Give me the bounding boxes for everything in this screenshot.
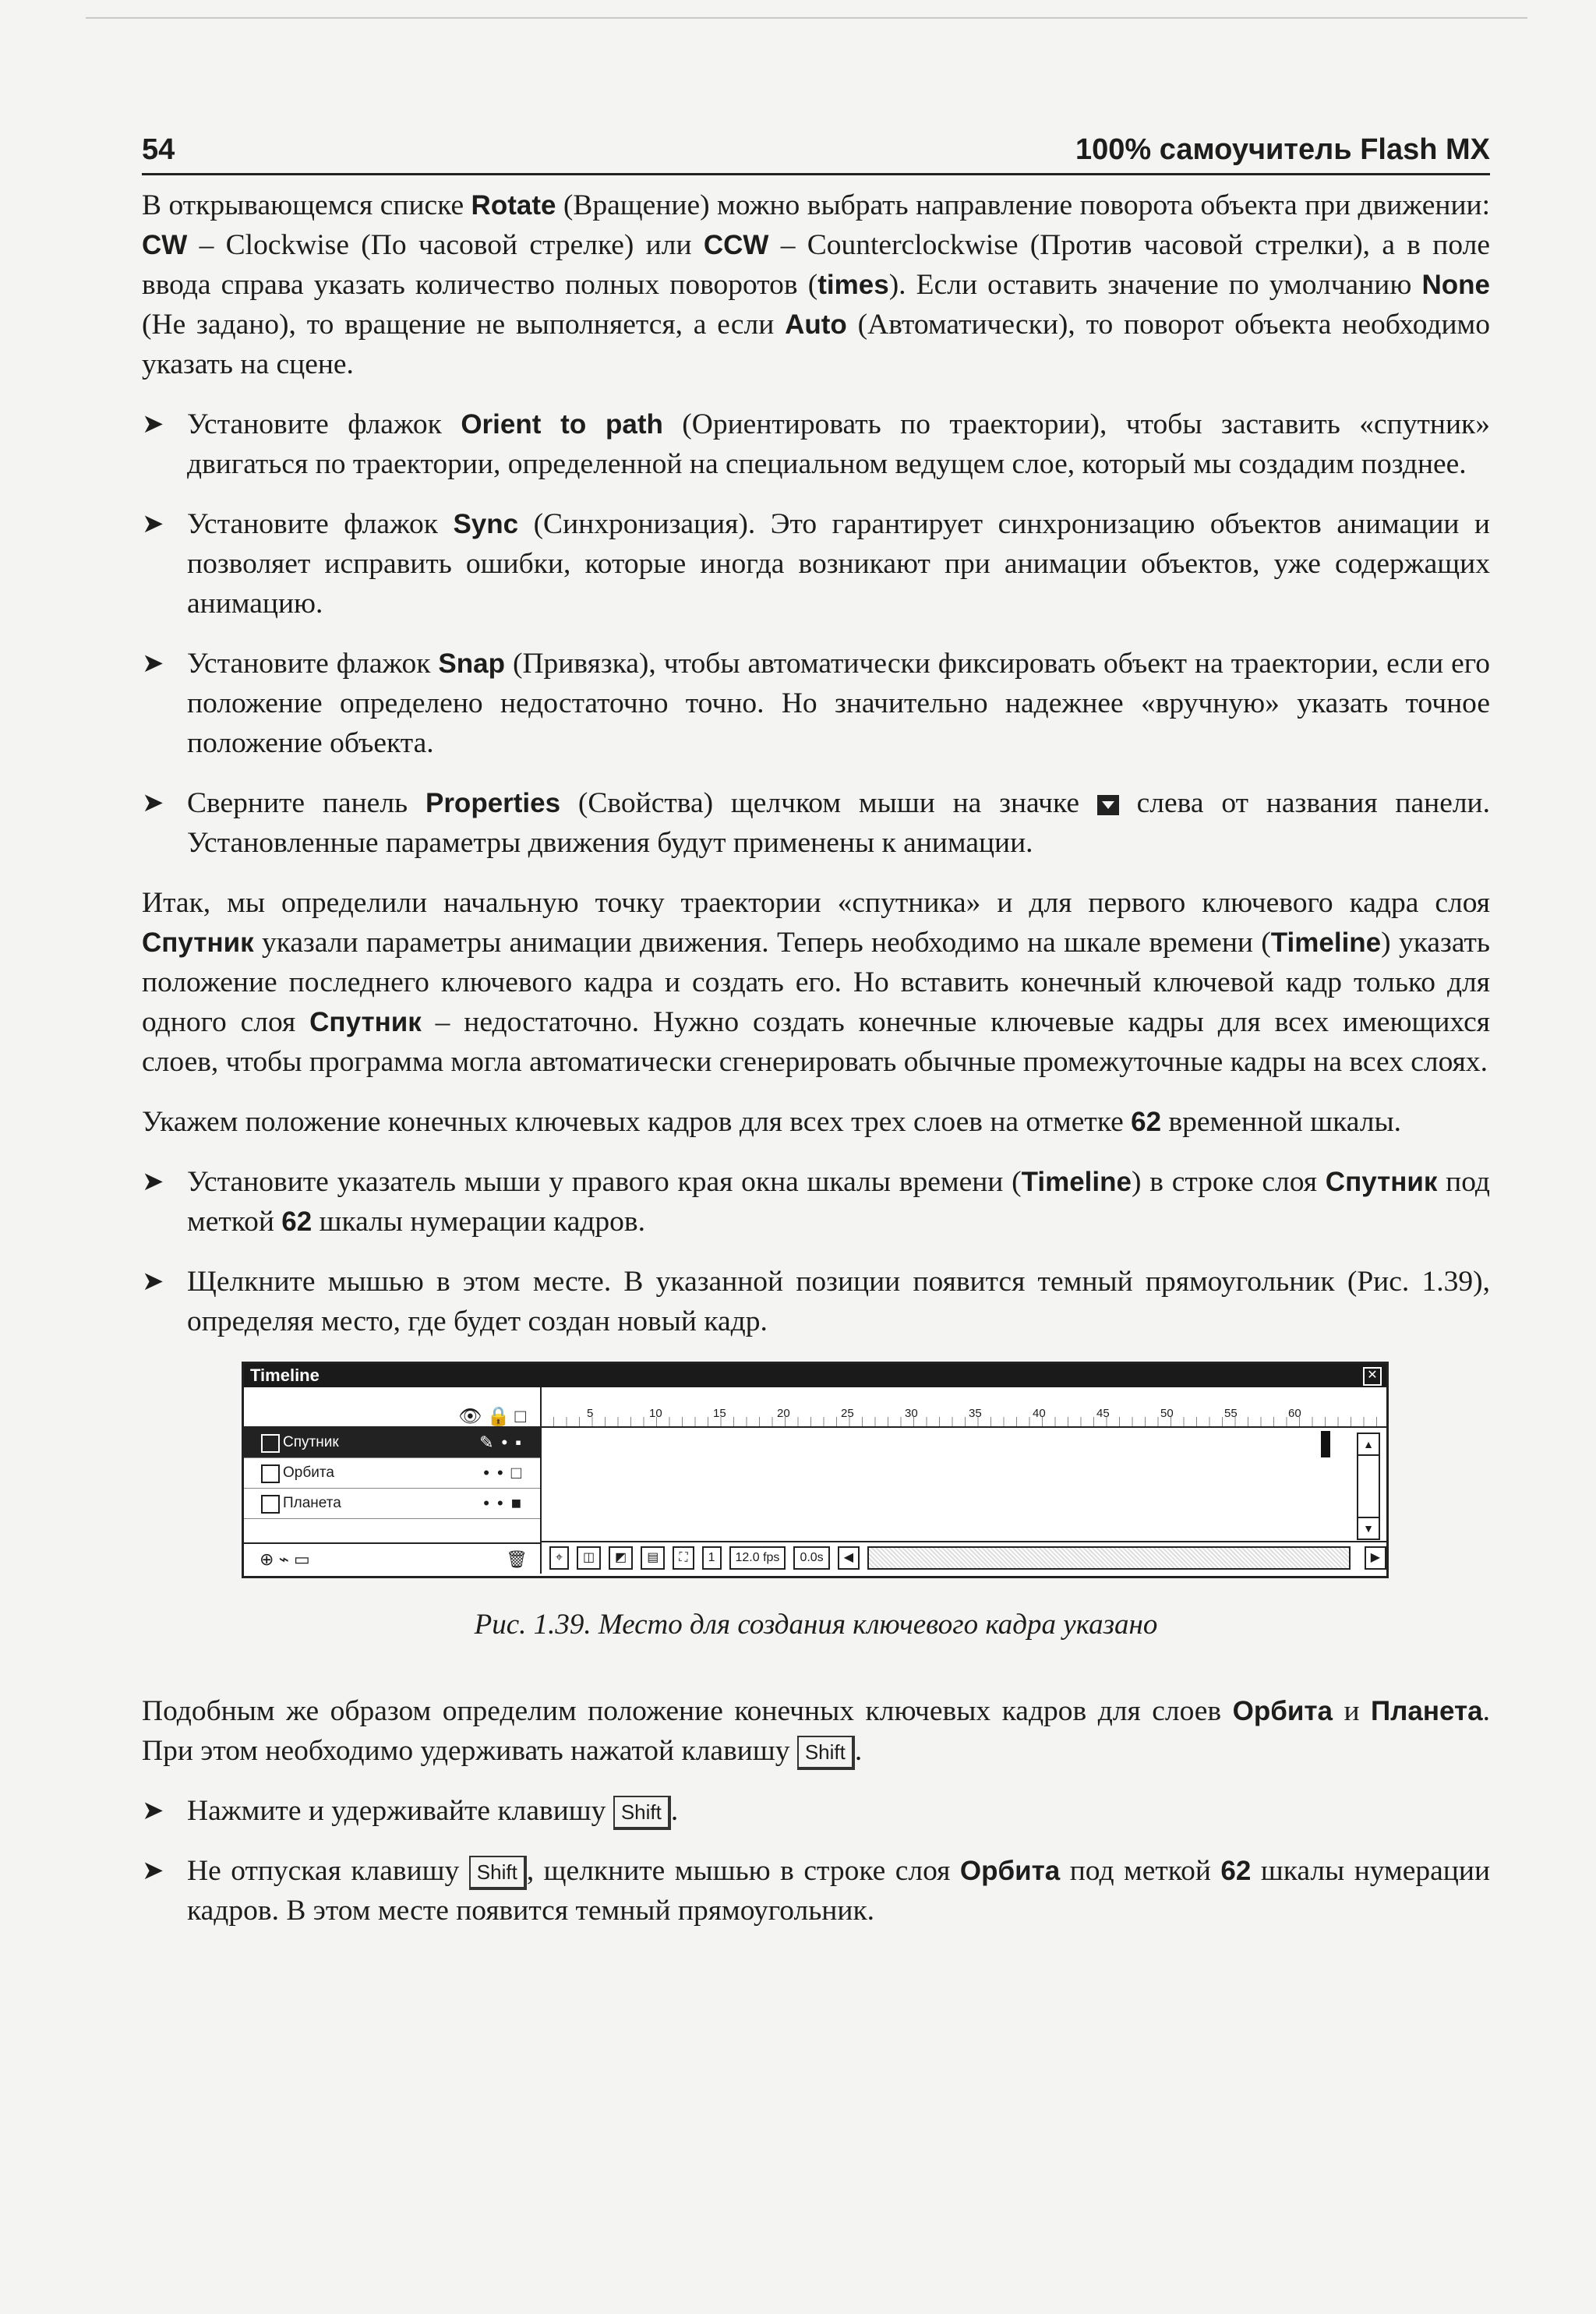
layers-panel <box>244 1387 542 1574</box>
add-layer-icon[interactable]: ⊕ <box>260 1549 274 1569</box>
layer-row-planeta[interactable]: Планета ••■ <box>244 1489 540 1519</box>
steps-list-2 <box>142 1162 1490 1341</box>
steps-list-3 <box>142 1791 1490 1931</box>
ruler-label: 35 <box>969 1407 982 1420</box>
edit-multiple-icon[interactable]: ▤ <box>641 1546 665 1570</box>
scroll-up-icon[interactable]: ▲ <box>1358 1434 1379 1456</box>
bullet-arrow-icon: ➤ <box>142 1266 164 1297</box>
bullet-arrow-icon: ➤ <box>142 787 164 818</box>
list-item: ➤ Установите указатель мыши у правого края окна шкалы времени (Timeline) в строке слоя Спутник под меткой 62 шкалы нумерации кадров. <box>142 1162 1490 1242</box>
layer-icon <box>261 1434 280 1453</box>
frames-grid[interactable] <box>542 1428 1355 1542</box>
term-none: None <box>1421 270 1490 300</box>
shift-key: Shift <box>797 1736 855 1770</box>
list-item: ➤ Установите флажок Orient to path (Ориентировать по траектории), чтобы заставить «спутник» двигаться по траектории, определенной на специальном ведущем слое, который мы создадим позднее. <box>142 405 1490 484</box>
list-item: ➤ Не отпуская клавишу Shift , щелкните мышью в строке слоя Орбита под меткой 62 шкалы нумерации кадров. В этом месте появится темный прямоугольник. <box>142 1851 1490 1931</box>
scan-top-edge <box>86 17 1527 19</box>
ruler-label: 25 <box>841 1407 854 1420</box>
intro-paragraph: В открывающемся списке Rotate (Вращение) можно выбрать направление поворота объекта при движении: CW – Clockwise (По часовой стрелке) или CCW – Counterclockwise (Против часовой стрелки), а в поле ввода справа указать количество полных поворотов (times). Если оставить значение по умолчанию None (Не задано), то вращение не выполняется, а если Auto (Автоматически), то поворот объекта необходимо указать на сцене. <box>142 189 1491 380</box>
timeline-panel-figure <box>242 1362 1389 1578</box>
onion-outline-icon[interactable]: ◩ <box>609 1546 633 1570</box>
term-cw: CW <box>142 230 188 260</box>
scroll-down-icon[interactable]: ▼ <box>1358 1517 1379 1539</box>
book-title: 100% самоучитель Flash MX <box>1075 133 1490 166</box>
page-content <box>142 185 1490 1951</box>
frames-panel <box>542 1387 1386 1574</box>
term-rotate: Rotate <box>471 190 556 221</box>
ruler-label: 10 <box>649 1407 662 1420</box>
onion-markers-icon[interactable]: ⛶ <box>673 1546 694 1570</box>
layer-toggles-icon: ••□ <box>483 1463 529 1482</box>
layer-row-orbita[interactable]: Орбита ••□ <box>244 1458 540 1489</box>
shift-key: Shift <box>613 1796 671 1830</box>
ruler-label: 40 <box>1033 1407 1046 1420</box>
list-item: ➤ Щелкните мышью в этом месте. В указанной позиции появится темный прямоугольник (Рис. 1.39), определяя место, где будет создан новый кадр. <box>142 1262 1490 1341</box>
list-item: ➤ Установите флажок Sync (Синхронизация). Это гарантирует синхронизацию объектов анимации и позволяет исправить ошибки, которые иногда возникают при анимации объектов, уже содержащих анимацию. <box>142 504 1490 624</box>
trash-icon[interactable]: 🗑 <box>506 1549 528 1569</box>
layer-toggles-icon: ••■ <box>483 1493 529 1513</box>
bullet-arrow-icon: ➤ <box>142 508 164 539</box>
layer-tools <box>244 1542 540 1574</box>
layer-row-sputnik[interactable]: Спутник ✎•▪ <box>244 1428 540 1458</box>
onion-skin-icon[interactable]: ◫ <box>577 1546 601 1570</box>
scroll-left-icon[interactable]: ◀ <box>838 1546 860 1570</box>
page-header <box>142 126 1490 175</box>
current-frame: 1 <box>702 1546 722 1570</box>
bullet-arrow-icon: ➤ <box>142 408 164 440</box>
ruler-label: 60 <box>1288 1407 1301 1420</box>
ruler-label: 5 <box>587 1407 594 1420</box>
list-item: ➤ Установите флажок Snap (Привязка), чтобы автоматически фиксировать объект на траектории, если его положение определено недостаточно точно. Но значительно надежнее «вручную» указать точное положение объекта. <box>142 644 1490 763</box>
ruler-label: 45 <box>1096 1407 1110 1420</box>
page-number: 54 <box>142 133 175 166</box>
list-item: ➤ Нажмите и удерживайте клавишу Shift . <box>142 1791 1490 1831</box>
vertical-scrollbar[interactable] <box>1357 1433 1380 1540</box>
collapse-panel-icon <box>1097 795 1119 815</box>
layer-icon <box>261 1464 280 1483</box>
bullet-arrow-icon: ➤ <box>142 1795 164 1826</box>
elapsed-time: 0.0s <box>793 1546 829 1570</box>
ruler-label: 20 <box>777 1407 790 1420</box>
steps-list-1 <box>142 405 1490 863</box>
ruler-label: 30 <box>905 1407 918 1420</box>
frame-ruler <box>542 1387 1386 1428</box>
layers-header <box>244 1387 540 1428</box>
bullet-arrow-icon: ➤ <box>142 1855 164 1886</box>
close-icon[interactable]: ✕ <box>1363 1367 1382 1386</box>
list-item: ➤ Сверните панель Properties (Свойства) щелчком мыши на значке слева от названия панели. Установленные параметры движения будут применены к анимации. <box>142 783 1490 863</box>
timeline-title: Timeline <box>250 1365 320 1385</box>
timeline-title-bar <box>244 1364 1386 1387</box>
ruler-label: 50 <box>1160 1407 1174 1420</box>
add-folder-icon[interactable]: ▭ <box>293 1549 310 1569</box>
horizontal-scrollbar[interactable] <box>867 1546 1351 1570</box>
eye-lock-outline-icons: 👁🔒□ <box>458 1406 531 1427</box>
term-ccw: CCW <box>703 230 769 260</box>
add-guide-icon[interactable]: ⌁ <box>278 1549 289 1569</box>
figure-caption: Рис. 1.39. Место для создания ключевого кадра указано <box>474 1609 1158 1641</box>
paragraph-4: Подобным же образом определим положение конечных ключевых кадров для слоев Орбита и Планета. При этом необходимо удерживать нажатой клавишу Shift . <box>142 1691 1490 1771</box>
timeline-status-bar <box>542 1541 1386 1574</box>
paragraph-2: Итак, мы определили начальную точку траектории «спутника» и для первого ключевого кадра слоя Спутник указали параметры анимации движения. Теперь необходимо на шкале времени (Timeline) указать положение последнего ключевого кадра и создать его. Но вставить конечный ключевой кадр только для одного слоя Спутник – недостаточно. Нужно создать конечные ключевые кадры для всех имеющихся слоев, чтобы программа могла автоматически сгенерировать обычные промежуточные кадры на всех слоях. <box>142 887 1490 1078</box>
selected-frame-marker <box>1321 1431 1330 1457</box>
ruler-label: 15 <box>713 1407 726 1420</box>
term-auto: Auto <box>785 309 847 340</box>
center-frame-icon[interactable]: ⌖ <box>549 1546 569 1570</box>
bullet-arrow-icon: ➤ <box>142 648 164 679</box>
ruler-label: 55 <box>1224 1407 1238 1420</box>
layer-icon <box>261 1495 280 1514</box>
shift-key: Shift <box>469 1856 527 1890</box>
term-times: times <box>817 270 889 300</box>
scroll-right-icon[interactable]: ▶ <box>1365 1546 1386 1570</box>
paragraph-3: Укажем положение конечных ключевых кадров для всех трех слоев на отметке 62 временной шкалы. <box>142 1106 1402 1138</box>
bullet-arrow-icon: ➤ <box>142 1166 164 1197</box>
layer-toggles-icon: ✎•▪ <box>479 1433 529 1452</box>
frame-rate: 12.0 fps <box>729 1546 786 1570</box>
